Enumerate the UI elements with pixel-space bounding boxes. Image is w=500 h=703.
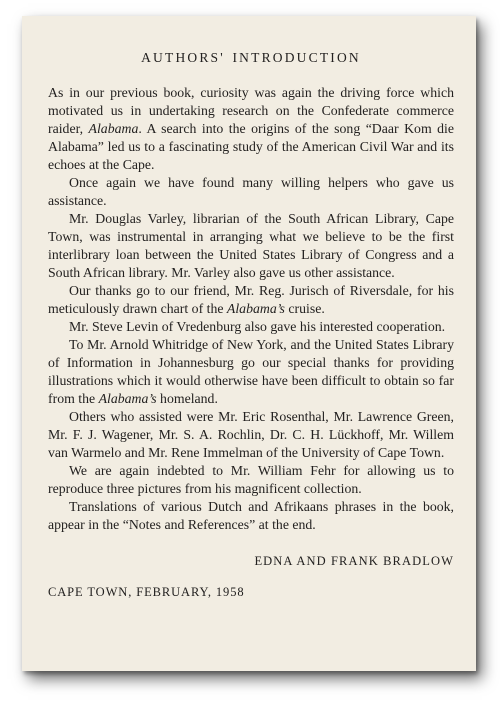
- paragraph-3: Mr. Douglas Varley, librarian of the South African Library, Cape Town, was instrumental in arranging what we believe to be the first interlibrary loan between the United States Library of Congress and a South African library. Mr. Varley also gave us other assistance.: [48, 211, 454, 280]
- paragraph-2: Once again we have found many willing helpers who gave us assistance.: [48, 175, 454, 208]
- place-and-date: CAPE TOWN, FEBRUARY, 1958: [48, 585, 245, 599]
- italic-ship-name: Alabama’s: [98, 391, 157, 406]
- paragraph-5: Mr. Steve Levin of Vredenburg also gave his interested cooperation.: [69, 319, 446, 334]
- italic-ship-name: Alabama: [88, 121, 139, 136]
- paragraph-9: Translations of various Dutch and Afrikaans phrases in the book, appear in the “Notes and References” at the end.: [48, 499, 454, 532]
- paragraph-1: As in our previous book, curiosity was again the driving force which motivated us in undertaking research on the Confederate commerce raider, Alabama. A search into the origins of the song “Daar Kom die Alabama” led us to a fascinating study of the American Civil War and its echoes at the Cape.: [48, 85, 454, 172]
- paragraph-4: Our thanks go to our friend, Mr. Reg. Jurisch of Riversdale, for his meticulously drawn chart of the Alabama’s cruise.: [48, 283, 454, 316]
- page-title: AUTHORS' INTRODUCTION: [141, 50, 361, 65]
- author-signature: EDNA AND FRANK BRADLOW: [254, 554, 454, 568]
- book-page: [22, 16, 476, 671]
- paragraph-7: Others who assisted were Mr. Eric Rosenthal, Mr. Lawrence Green, Mr. F. J. Wagener, Mr. S. A. Rochlin, Dr. C. H. Lückhoff, Mr. Willem van Warmelo and Mr. Rene Immelman of the University of Cape Town.: [48, 409, 454, 460]
- paragraph-6: To Mr. Arnold Whitridge of New York, and the United States Library of Information in Johannesburg go our special thanks for providing illustrations which it would otherwise have been difficult to obtain so far from the Alabama’s homeland.: [48, 337, 454, 406]
- paragraph-8: We are again indebted to Mr. William Fehr for allowing us to reproduce three pictures from his magnificent collection.: [48, 463, 454, 496]
- italic-ship-name: Alabama’s: [226, 301, 285, 316]
